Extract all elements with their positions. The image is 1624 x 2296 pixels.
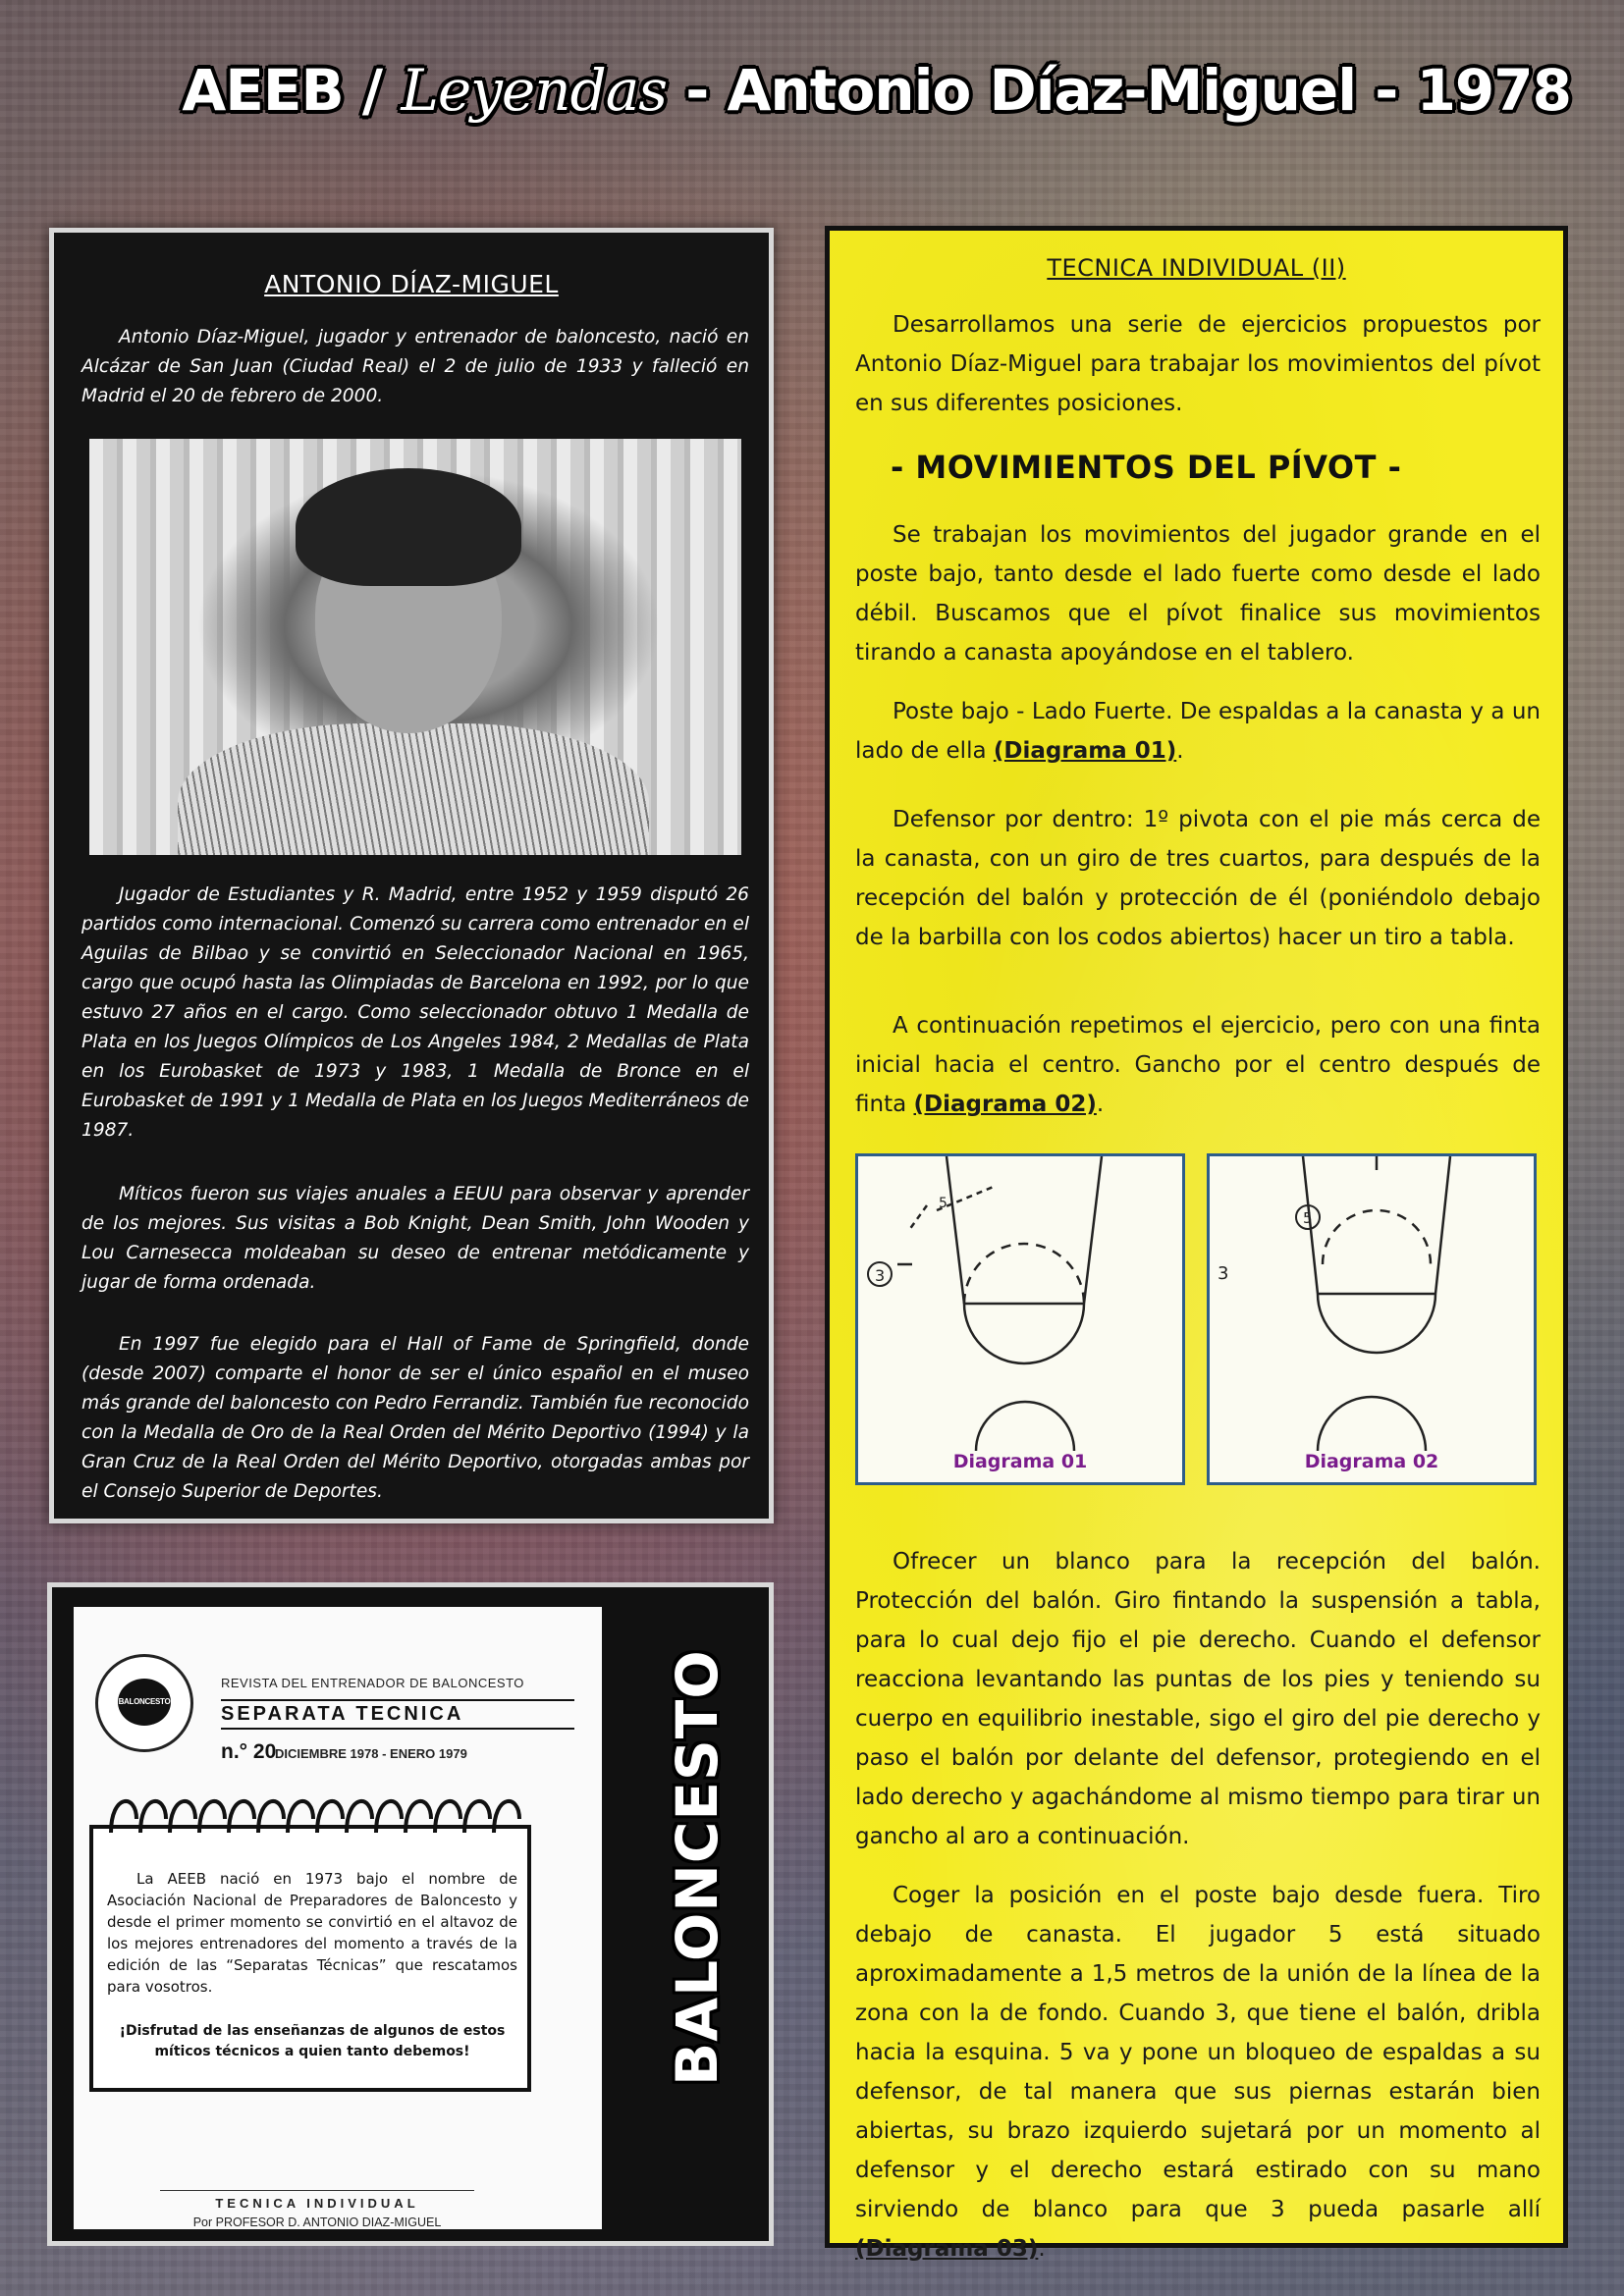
diagram-01 xyxy=(855,1153,1185,1485)
photo-hair xyxy=(296,468,521,586)
author-line: Por PROFESOR D. ANTONIO DIAZ-MIGUEL xyxy=(192,2216,442,2229)
technique-intro: Desarrollamos una serie de ejercicios propuestos por Antonio Díaz-Miguel para trabajar los movimientos del pívot en sus diferentes posiciones. xyxy=(855,312,1541,416)
page-title: AEEB / Leyendas - Antonio Díaz-Miguel - 1978 xyxy=(182,57,1571,124)
diagram-01-caption: Diagrama 01 xyxy=(952,1451,1088,1472)
diagram-02-reference: (Diagrama 02) xyxy=(913,1092,1097,1117)
photo-shirt xyxy=(178,723,649,855)
issue-date: DICIEMBRE 1978 - ENERO 1979 xyxy=(275,1746,467,1761)
notebook-note xyxy=(89,1825,531,2092)
diagram-01-player-3: 3 xyxy=(875,1266,886,1285)
seal-label: BALONCESTO xyxy=(118,1679,171,1726)
biography-paragraph: En 1997 fue elegido para el Hall of Fame de Springfield, donde (desde 2007) comparte el honor de ser el único español en el museo más grande del baloncesto con Pedro Ferrandiz. También fue reconocido con la Medalla de Oro de la Real Orden del Mérito Deportivo (1994) y la Gran Cruz de la Real Orden del Mérito Deportivo, otorgadas ambas por el Consejo Superior de Deportes. xyxy=(81,1334,749,1502)
biography-paragraph: Míticos fueron sus viajes anuales a EEUU para observar y aprender de los mejores. Sus visitas a Bob Knight, Dean Smith, John Wooden y Lou Carnesecca moldeaban su deseo de entrenar metódicamente y jugar de forma ordenada. xyxy=(81,1184,749,1293)
technique-paragraph: Poste bajo - Lado Fuerte. De espaldas a la canasta y a un lado de ella (Diagrama 01). xyxy=(855,699,1541,764)
court-diagram-02-icon xyxy=(1210,1156,1537,1485)
issue-number: n.° 20 xyxy=(221,1740,277,1763)
biography-paragraph: Jugador de Estudiantes y R. Madrid, entre 1952 y 1959 disputó 26 partidos como internacional. Comenzó su carrera como entrenador en el Aguilas de Bilbao y se convirtió en Seleccionador Nacional en 1965, cargo que ocupó hasta las Olimpiadas de Barcelona en 1992, por lo que estuvo 27 años en el cargo. Como seleccionador obtuvo 1 Medalla de Plata en los Juegos Olímpicos de Los Angeles 1984, 2 Medallas de Plata en los Eurobasket de 1973 y 1983, 1 Medalla de Bronce en el Eurobasket de 1991 y 1 Medalla de Plata en los Juegos Mediterráneos de 1987. xyxy=(81,884,749,1141)
technique-paragraph: A continuación repetimos el ejercicio, pero con una finta inicial hacia el centro. Gancho por el centro después de finta (Diagrama 02). xyxy=(855,1013,1541,1117)
revista-title: REVISTA DEL ENTRENADOR DE BALONCESTO xyxy=(221,1676,524,1690)
biography-panel xyxy=(49,228,774,1523)
vertical-baloncesto-title: BALONCESTO xyxy=(664,1649,731,2086)
diagram-03-reference: (Diagrama 03) xyxy=(855,2236,1039,2262)
separata-clipping xyxy=(74,1607,602,2229)
court-diagram-01-icon xyxy=(858,1156,1185,1485)
diagram-01-player-5: 5 xyxy=(939,1196,947,1211)
separata-title: SEPARATA TECNICA xyxy=(221,1699,574,1730)
biography-title: ANTONIO DÍAZ-MIGUEL xyxy=(264,270,559,298)
technique-paragraph: Ofrecer un blanco para la recepción del balón. Protección del balón. Giro fintando la suspensión a tabla, para lo cual dejo fijo el pie derecho. Cuando el defensor reacciona levantando las puntas de los pies y teniendo su cuerpo en equilibrio inestable, sigo el giro del pie derecho y paso el balón por delante del defensor, protegiendo en el lado derecho y agachándome al mismo tiempo para tirar un gancho al aro a continuación. xyxy=(855,1549,1541,1849)
technique-paragraph: Se trabajan los movimientos del jugador grande en el poste bajo, tanto desde el lado fuerte como desde el lado débil. Buscamos que el pívot finalice sus movimientos tirando a canasta apoyándose en el tablero. xyxy=(855,522,1541,666)
diagram-01-reference: (Diagrama 01) xyxy=(993,738,1177,764)
association-seal xyxy=(95,1654,193,1752)
tecnica-individual-label: TECNICA INDIVIDUAL xyxy=(215,2196,419,2211)
divider xyxy=(160,2190,474,2191)
note-highlight: ¡Disfrutad de las enseñanzas de algunos de estos míticos técnicos a quien tanto debemos! xyxy=(119,2023,506,2059)
biography-intro: Antonio Díaz-Miguel, jugador y entrenador de baloncesto, nació en Alcázar de San Juan (Ciudad Real) el 2 de julio de 1933 y falleció en Madrid el 20 de febrero de 2000. xyxy=(81,327,749,406)
technique-title: TECNICA INDIVIDUAL (II) xyxy=(1047,254,1346,282)
technique-paragraph: Coger la posición en el poste bajo desde fuera. Tiro debajo de canasta. El jugador 5 está situado aproximadamente a 1,5 metros de la unión de la línea de la zona con la de fondo. Cuando 3, que tiene el balón, dribla hacia la esquina. 5 va y pone un bloqueo de espaldas a su defensor, de tal manera que sus piernas estarán bien abiertas, su brazo izquierdo sujetará por un momento al defensor y el derecho estará estirado con su mano sirviendo de blanco para que 3 pueda pasarle allí (Diagrama 03). xyxy=(855,1883,1541,2262)
section-heading: - MOVIMIENTOS DEL PÍVOT - xyxy=(891,449,1402,486)
portrait-photo xyxy=(89,439,741,855)
technique-paragraph: Defensor por dentro: 1º pivota con el pie más cerca de la canasta, con un giro de tres cuartos, para después de la recepción del balón y protección de él (poniéndolo debajo de la barbilla con los codos abiertos) hacer un tiro a tabla. xyxy=(855,807,1541,950)
diagram-02 xyxy=(1207,1153,1537,1485)
diagram-02-player-3: 3 xyxy=(1218,1263,1229,1284)
note-text: La AEEB nació en 1973 bajo el nombre de Asociación Nacional de Preparadores de Baloncesto y desde el primer momento se convirtió en el altavoz de los mejores entrenadores del momento a través de la edición de las “Separatas Técnicas” que rescatamos para vosotros. xyxy=(107,1870,517,1996)
diagram-02-player-5: 5 xyxy=(1303,1209,1313,1227)
spiral-binding-icon xyxy=(101,1789,543,1837)
technique-panel xyxy=(825,226,1568,2262)
diagram-02-caption: Diagrama 02 xyxy=(1304,1451,1439,1472)
title-leyendas: Leyendas xyxy=(401,57,668,124)
